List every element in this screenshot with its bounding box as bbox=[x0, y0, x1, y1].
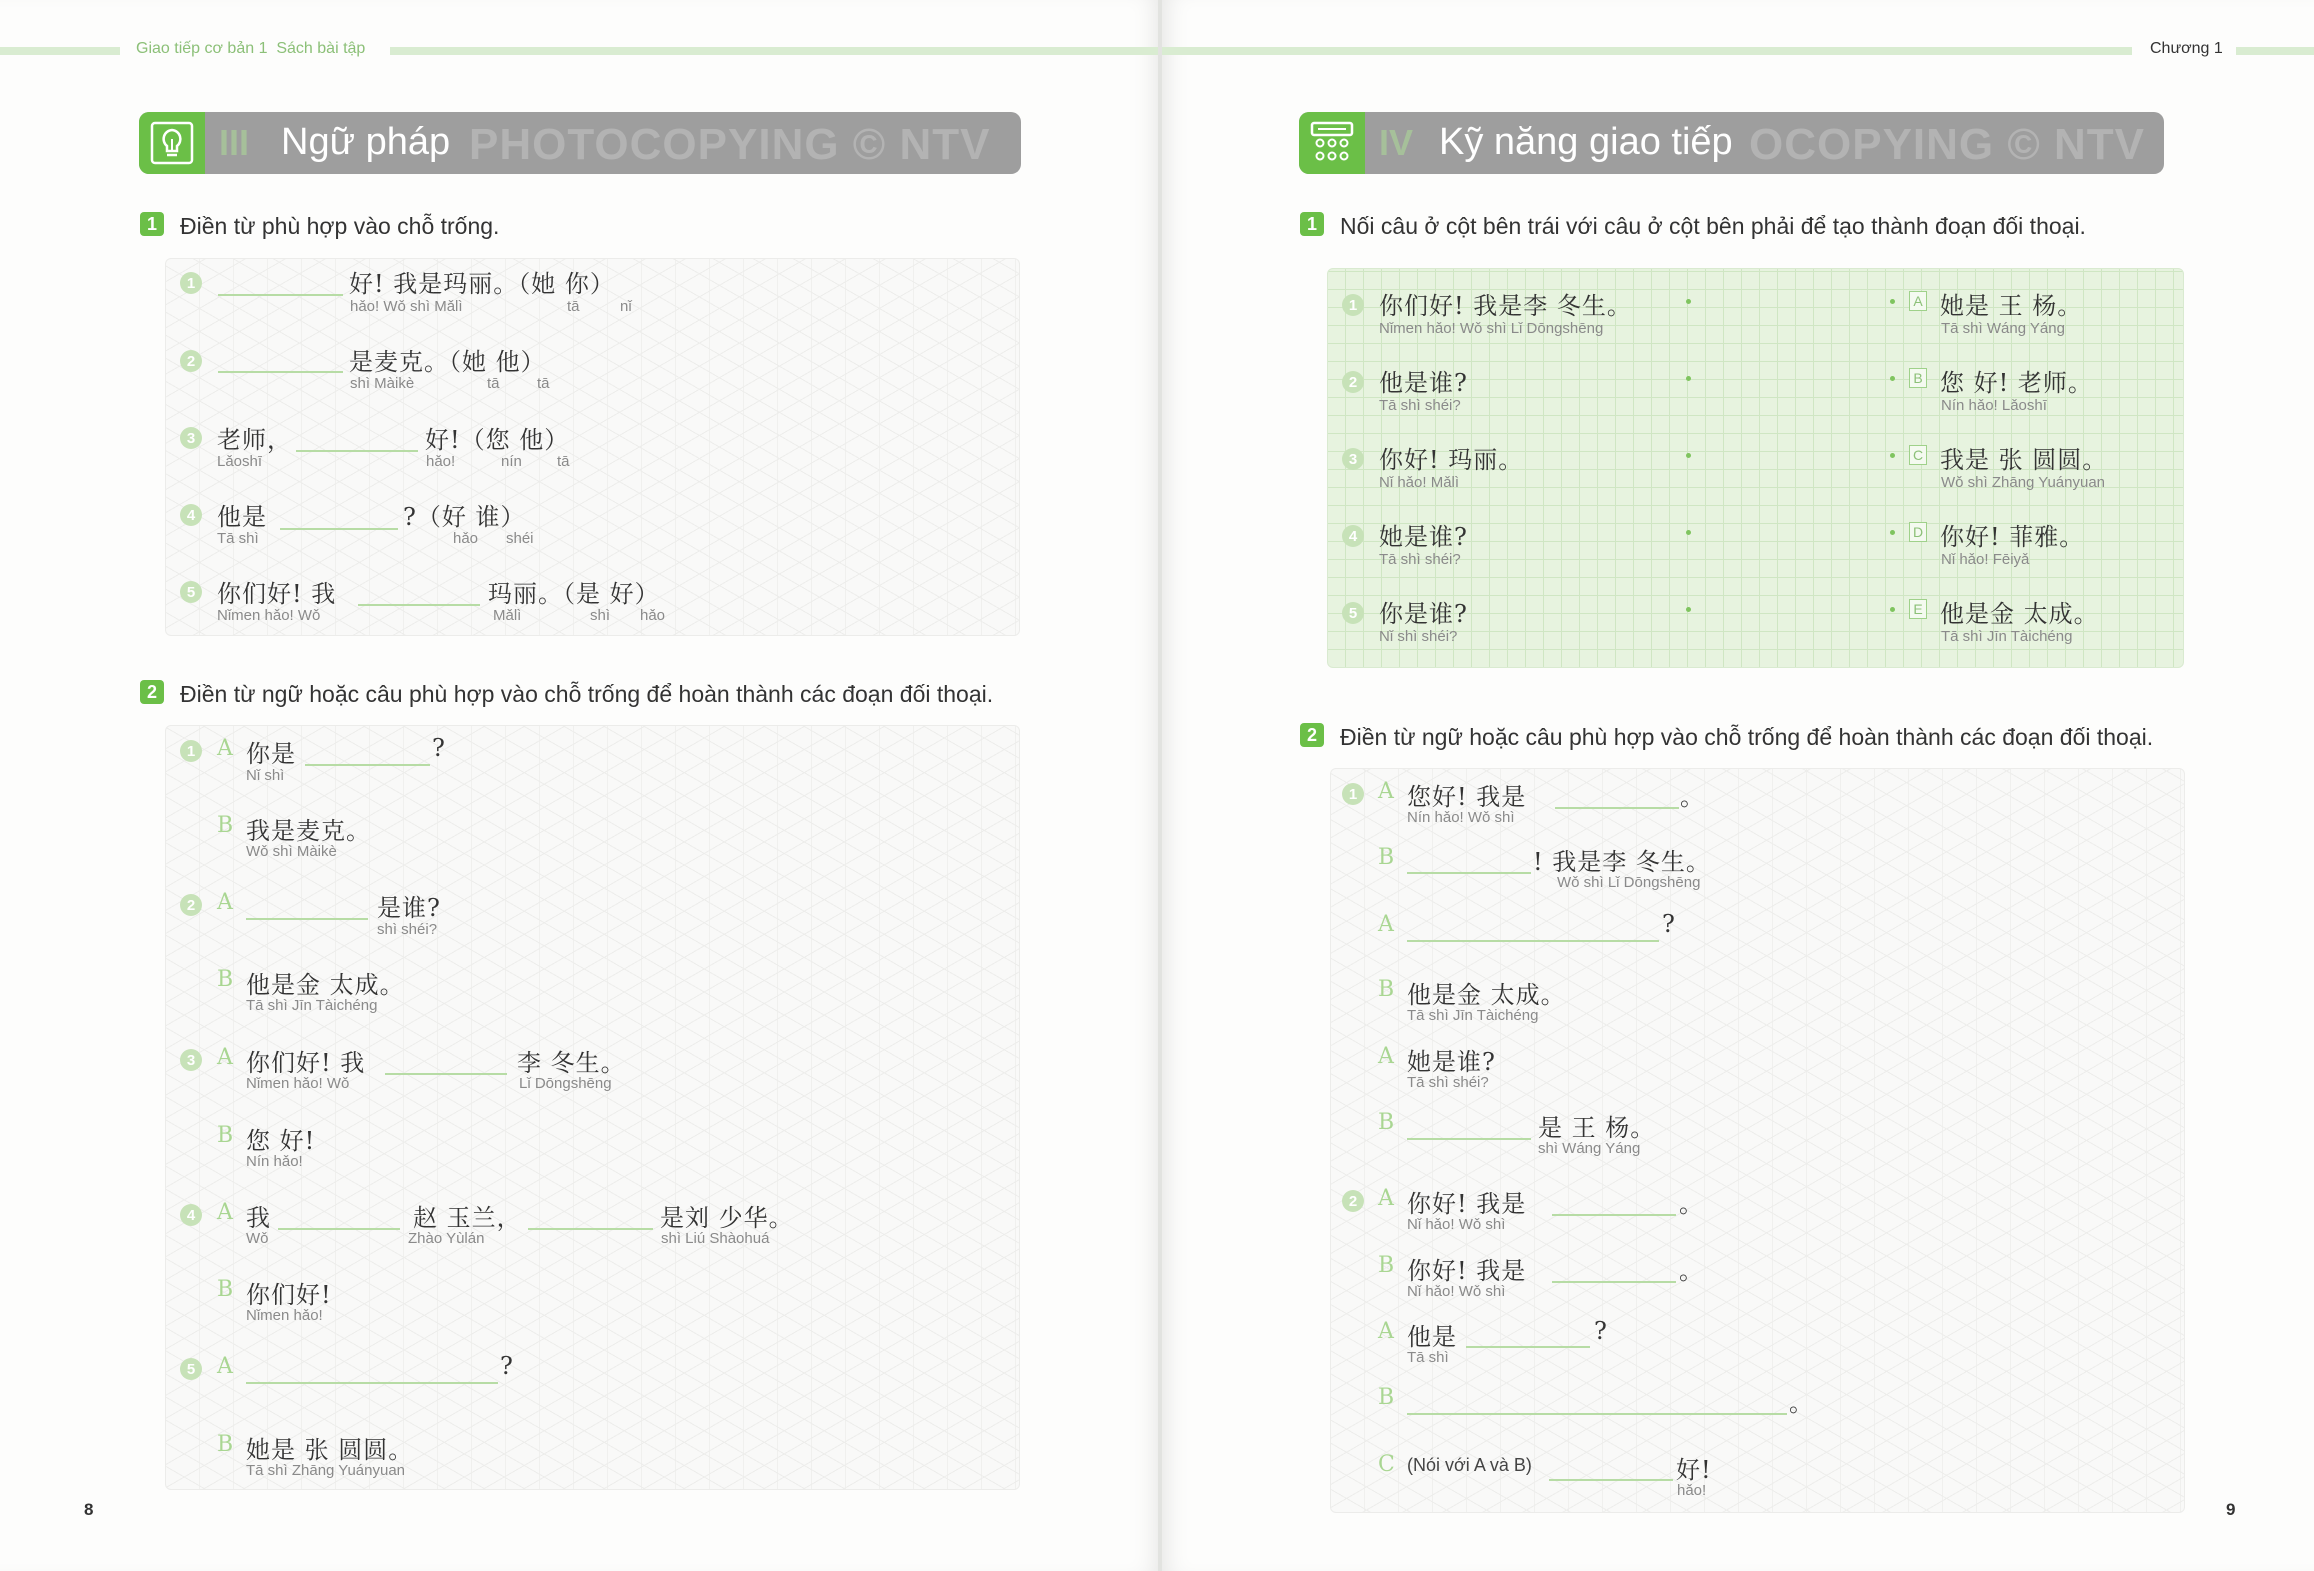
right-page bbox=[1162, 0, 2314, 1571]
answer-blank[interactable] bbox=[1466, 1346, 1590, 1348]
answer-blank[interactable] bbox=[218, 371, 343, 373]
sentence: 好!（您 他） bbox=[425, 426, 570, 454]
instruction-note: (Nói với A và B) bbox=[1407, 1455, 1532, 1475]
match-dot[interactable] bbox=[1686, 299, 1691, 304]
header-rule bbox=[390, 47, 1160, 55]
letter-label: B bbox=[1909, 368, 1927, 388]
punctuation: 。 bbox=[1679, 1190, 1704, 1218]
dialogue-line: 你好! 我是 bbox=[1407, 1257, 1527, 1285]
header-rule bbox=[2236, 47, 2314, 55]
pinyin: Tā shì shéi? bbox=[1379, 397, 1461, 414]
dialogue-line: 李 冬生。 bbox=[517, 1049, 626, 1077]
speaker-label: B bbox=[217, 1123, 234, 1148]
section-banner-communication bbox=[1299, 112, 2164, 174]
speaker-label: A bbox=[1378, 1044, 1394, 1069]
answer-blank[interactable] bbox=[358, 604, 480, 606]
speaker-label: B bbox=[1378, 1110, 1395, 1135]
pinyin: Nǐmen hǎo! Wǒ shì Lǐ Dōngshēng bbox=[1379, 320, 1604, 337]
punctuation: 。 bbox=[1789, 1389, 1814, 1417]
pinyin: hǎo! bbox=[426, 453, 456, 470]
pinyin: Tā shì bbox=[1407, 1349, 1449, 1366]
pinyin: tā bbox=[557, 453, 570, 470]
watermark: PHOTOCOPYING © NTV bbox=[469, 120, 991, 169]
speaker-label: B bbox=[217, 813, 234, 838]
dialogue-line: 我 bbox=[246, 1204, 271, 1232]
exercise-panel bbox=[1330, 768, 2185, 1513]
header-rule bbox=[0, 47, 120, 55]
match-dot[interactable] bbox=[1686, 530, 1691, 535]
exercise-instruction: Điền từ ngữ hoặc câu phù hợp vào chỗ trống để hoàn thành các đoạn đối thoại. bbox=[180, 681, 994, 707]
speaker-label: A bbox=[217, 1200, 233, 1225]
punctuation: 。 bbox=[1680, 783, 1705, 811]
speaker-label: A bbox=[1378, 1186, 1394, 1211]
pinyin: shì Liú Shàohuá bbox=[661, 1230, 770, 1247]
item-number: 1 bbox=[1342, 783, 1364, 805]
dialogue-line: 他是金 太成。 bbox=[246, 971, 405, 999]
pinyin: Mǎlì bbox=[493, 607, 522, 624]
exercise-number: 2 bbox=[140, 680, 164, 704]
dialogue-line: 他是 bbox=[1407, 1323, 1457, 1351]
item-number: 1 bbox=[180, 272, 202, 294]
speaker-label: B bbox=[217, 967, 234, 992]
section-number: III bbox=[219, 122, 250, 163]
sentence: ?（好 谁） bbox=[403, 503, 526, 531]
speaker-label: A bbox=[217, 1354, 233, 1379]
pinyin: Nǐmen hǎo! Wǒ bbox=[217, 607, 321, 624]
pinyin: Tā shì Jīn Tàichéng bbox=[1407, 1007, 1539, 1024]
pinyin: Tā shì Jīn Tàichéng bbox=[246, 997, 378, 1014]
exercise-instruction: Điền từ ngữ hoặc câu phù hợp vào chỗ trống để hoàn thành các đoạn đối thoại. bbox=[1340, 724, 2154, 750]
pinyin: Lǐ Dōngshēng bbox=[519, 1075, 612, 1092]
sentence: 你们好! 我 bbox=[217, 580, 337, 608]
exercise-number: 1 bbox=[140, 212, 164, 236]
item-number: 5 bbox=[1342, 602, 1364, 624]
sentence: 好! 我是玛丽。（她 你） bbox=[349, 270, 615, 298]
matching-right-item: 我是 张 圆圆。 bbox=[1940, 446, 2108, 474]
matching-right-item: 你好! 菲雅。 bbox=[1940, 523, 2085, 551]
pinyin: shéi bbox=[506, 530, 534, 547]
page-number: 8 bbox=[84, 1500, 94, 1519]
dialogue-line: 是刘 少华。 bbox=[660, 1204, 794, 1232]
item-number: 4 bbox=[1342, 525, 1364, 547]
pinyin: Nǐ hǎo! Mǎlì bbox=[1379, 474, 1460, 491]
answer-blank[interactable] bbox=[1552, 1281, 1676, 1283]
item-number: 3 bbox=[180, 1049, 202, 1071]
answer-blank[interactable] bbox=[305, 764, 430, 766]
speaker-label: C bbox=[1378, 1452, 1395, 1477]
match-dot[interactable] bbox=[1686, 607, 1691, 612]
lightbulb-icon bbox=[139, 112, 205, 174]
item-number: 5 bbox=[180, 581, 202, 603]
speaker-label: B bbox=[1378, 845, 1395, 870]
speaker-label: A bbox=[1378, 912, 1394, 937]
speaker-label: B bbox=[217, 1277, 234, 1302]
pinyin: Tā shì bbox=[217, 530, 259, 547]
pinyin: Lǎoshī bbox=[217, 453, 263, 470]
pinyin: Tā shì shéi? bbox=[1407, 1074, 1489, 1091]
pinyin: tā bbox=[567, 298, 580, 315]
people-icon bbox=[1299, 112, 1365, 174]
exercise-number: 1 bbox=[1300, 212, 1324, 236]
pinyin: tā bbox=[487, 375, 500, 392]
section-title: Kỹ năng giao tiếp bbox=[1439, 121, 1733, 163]
item-number: 4 bbox=[180, 1204, 202, 1226]
pinyin: Nǐmen hǎo! bbox=[246, 1307, 323, 1324]
item-number: 1 bbox=[180, 740, 202, 762]
pinyin: Nǐ shì bbox=[246, 767, 285, 784]
pinyin: Wǒ shì Màikè bbox=[246, 843, 337, 860]
letter-label: E bbox=[1909, 599, 1927, 619]
section-number: IV bbox=[1379, 122, 1414, 163]
letter-label: C bbox=[1909, 445, 1927, 465]
dialogue-line: 你们好! bbox=[246, 1281, 332, 1309]
item-number: 2 bbox=[1342, 371, 1364, 393]
pinyin: Wǒ shì Zhāng Yuányuan bbox=[1941, 474, 2106, 491]
dialogue-line: 他是金 太成。 bbox=[1407, 981, 1566, 1009]
dialogue-line: ! 我是李 冬生。 bbox=[1533, 848, 1711, 876]
answer-blank[interactable] bbox=[280, 528, 398, 530]
exercise-number: 2 bbox=[1300, 723, 1324, 747]
header-rule bbox=[1162, 47, 2132, 55]
pinyin: Nǐ shì shéi? bbox=[1379, 628, 1458, 645]
item-number: 5 bbox=[180, 1358, 202, 1380]
answer-blank[interactable] bbox=[1552, 1214, 1676, 1216]
pinyin: Tā shì Zhāng Yuányuan bbox=[246, 1462, 406, 1479]
speaker-label: B bbox=[1378, 1253, 1395, 1278]
speaker-label: A bbox=[1378, 1319, 1394, 1344]
item-number: 1 bbox=[1342, 294, 1364, 316]
speaker-label: A bbox=[217, 890, 233, 915]
pinyin: tā bbox=[537, 375, 550, 392]
pinyin: Nǐ hǎo! Wǒ shì bbox=[1407, 1216, 1506, 1233]
letter-label: A bbox=[1909, 291, 1927, 311]
matching-right-item: 您 好! 老师。 bbox=[1940, 369, 2093, 397]
pinyin: Nín hǎo! Wǒ shì bbox=[1407, 809, 1515, 826]
pinyin: Tā shì Jīn Tàichéng bbox=[1941, 628, 2073, 645]
answer-blank[interactable] bbox=[385, 1073, 507, 1075]
pinyin: shì shéi? bbox=[377, 921, 438, 938]
pinyin: Tā shì Wáng Yáng bbox=[1941, 320, 2065, 337]
pinyin: hǎo! Wǒ shì Mǎlì bbox=[350, 298, 463, 315]
answer-blank[interactable] bbox=[278, 1228, 400, 1230]
item-number: 2 bbox=[180, 350, 202, 372]
match-dot[interactable] bbox=[1890, 607, 1895, 612]
matching-left-item: 她是谁? bbox=[1379, 523, 1468, 551]
answer-blank[interactable] bbox=[1407, 1413, 1787, 1415]
pinyin: Nín hǎo! Lǎoshī bbox=[1941, 397, 2047, 414]
answer-blank[interactable] bbox=[528, 1228, 653, 1230]
dialogue-line: 我是麦克。 bbox=[246, 817, 371, 845]
match-dot[interactable] bbox=[1890, 376, 1895, 381]
match-dot[interactable] bbox=[1890, 453, 1895, 458]
item-number: 3 bbox=[1342, 448, 1364, 470]
pinyin: Nǐmen hǎo! Wǒ bbox=[246, 1075, 350, 1092]
punctuation: 。 bbox=[1679, 1257, 1704, 1285]
speaker-label: B bbox=[1378, 977, 1395, 1002]
matching-left-item: 你是谁? bbox=[1379, 600, 1468, 628]
pinyin: Tā shì shéi? bbox=[1379, 551, 1461, 568]
dialogue-line: 您好! 我是 bbox=[1407, 783, 1527, 811]
exercise-instruction: Nối câu ở cột bên trái với câu ở cột bên phải để tạo thành đoạn đối thoại. bbox=[1340, 213, 2086, 239]
sentence: 他是 bbox=[217, 503, 267, 531]
punctuation: ? bbox=[1662, 910, 1676, 938]
speaker-label: B bbox=[217, 1432, 234, 1457]
book-title: Giao tiếp cơ bản 1 Sách bài tập bbox=[136, 40, 366, 57]
answer-blank[interactable] bbox=[296, 450, 418, 452]
match-dot[interactable] bbox=[1890, 530, 1895, 535]
matching-left-item: 你们好! 我是李 冬生。 bbox=[1379, 292, 1632, 320]
pinyin: shì bbox=[590, 607, 611, 624]
letter-label: D bbox=[1909, 522, 1927, 542]
section-banner-grammar bbox=[139, 112, 1021, 174]
item-number: 4 bbox=[180, 504, 202, 526]
pinyin: hǎo bbox=[453, 530, 479, 547]
punctuation: ? bbox=[500, 1352, 514, 1380]
pinyin: Wǒ bbox=[246, 1230, 269, 1247]
dialogue-line: 赵 玉兰， bbox=[413, 1204, 522, 1232]
dialogue-line: 你好! 我是 bbox=[1407, 1190, 1527, 1218]
matching-right-item: 她是 王 杨。 bbox=[1940, 292, 2083, 320]
punctuation: ? bbox=[432, 734, 446, 762]
dialogue-line: 您 好! bbox=[246, 1127, 316, 1155]
matching-left-item: 你好! 玛丽。 bbox=[1379, 446, 1524, 474]
answer-blank[interactable] bbox=[1549, 1479, 1673, 1481]
answer-blank[interactable] bbox=[1555, 807, 1679, 809]
speaker-label: A bbox=[217, 1045, 233, 1070]
pinyin: Wǒ shì Lǐ Dōngshēng bbox=[1557, 874, 1701, 891]
matching-right-item: 他是金 太成。 bbox=[1940, 600, 2099, 628]
answer-blank[interactable] bbox=[1407, 940, 1659, 942]
match-dot[interactable] bbox=[1890, 299, 1895, 304]
sentence: 是麦克。（她 他） bbox=[349, 348, 546, 376]
dialogue-line: 好! bbox=[1676, 1456, 1712, 1484]
watermark: OCOPYING © NTV bbox=[1749, 120, 2146, 169]
item-number: 2 bbox=[180, 894, 202, 916]
section-title: Ngữ pháp bbox=[281, 121, 451, 163]
speaker-label: B bbox=[1378, 1385, 1395, 1410]
dialogue-line: 你是 bbox=[246, 740, 296, 768]
dialogue-line: 她是谁? bbox=[1407, 1048, 1496, 1076]
speaker-label: A bbox=[217, 736, 233, 761]
punctuation: ? bbox=[1594, 1317, 1608, 1345]
speaker-label: A bbox=[1378, 779, 1394, 804]
sentence: 老师， bbox=[217, 426, 292, 454]
dialogue-line: 是谁? bbox=[377, 894, 441, 922]
pinyin: Nǐ hǎo! Wǒ shì bbox=[1407, 1283, 1506, 1300]
pinyin: shì Màikè bbox=[350, 375, 415, 392]
matching-left-item: 他是谁? bbox=[1379, 369, 1468, 397]
pinyin: nǐ bbox=[620, 298, 632, 315]
dialogue-line: 你们好! 我 bbox=[246, 1049, 366, 1077]
match-dot[interactable] bbox=[1686, 453, 1691, 458]
match-dot[interactable] bbox=[1686, 376, 1691, 381]
answer-blank[interactable] bbox=[1407, 1138, 1531, 1140]
pinyin: nín bbox=[501, 453, 522, 470]
item-number: 2 bbox=[1342, 1190, 1364, 1212]
pinyin: hǎo bbox=[640, 607, 666, 624]
answer-blank[interactable] bbox=[246, 1382, 498, 1384]
pinyin: Nín hǎo! bbox=[246, 1153, 303, 1170]
answer-blank[interactable] bbox=[1407, 872, 1531, 874]
dialogue-line: 是 王 杨。 bbox=[1538, 1114, 1656, 1142]
pinyin: hǎo! bbox=[1677, 1482, 1707, 1499]
pinyin: Nǐ hǎo! Fēiyǎ bbox=[1941, 551, 2030, 568]
answer-blank[interactable] bbox=[246, 918, 368, 920]
sentence: 玛丽。（是 好） bbox=[488, 580, 660, 608]
pinyin: Zhào Yùlán bbox=[408, 1230, 485, 1247]
dialogue-line: 她是 张 圆圆。 bbox=[246, 1436, 414, 1464]
page-number: 9 bbox=[2226, 1500, 2236, 1519]
answer-blank[interactable] bbox=[218, 294, 343, 296]
pinyin: shì Wáng Yáng bbox=[1538, 1140, 1641, 1157]
exercise-instruction: Điền từ phù hợp vào chỗ trống. bbox=[180, 213, 500, 239]
item-number: 3 bbox=[180, 427, 202, 449]
chapter-label: Chương 1 bbox=[2150, 40, 2223, 57]
